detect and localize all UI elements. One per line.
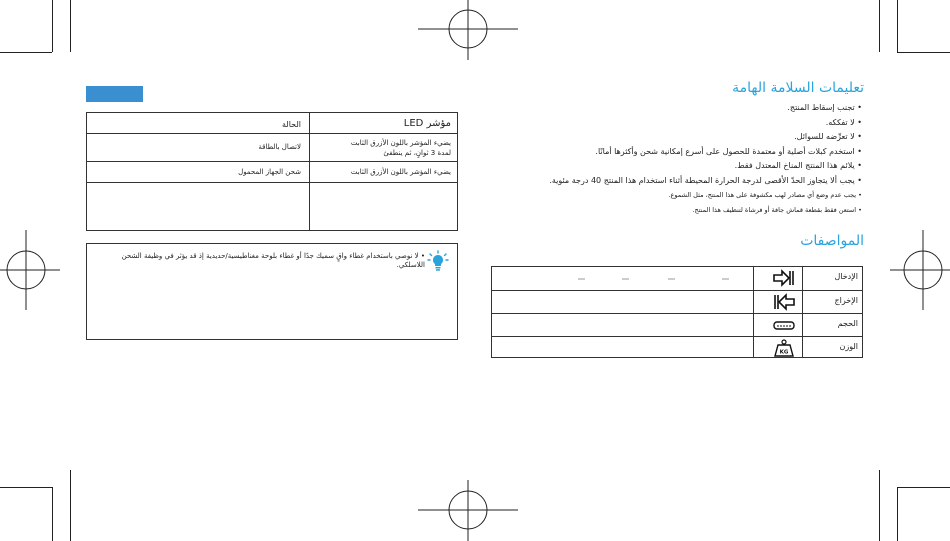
crop-mark — [897, 52, 950, 53]
crop-mark — [897, 0, 898, 52]
led-row-1-line1: يضيء المؤشر باللون الأزرق الثابت — [350, 139, 451, 147]
crop-mark — [0, 52, 52, 53]
list-item: • لا تعرِّضه للسوائل. — [794, 132, 862, 141]
spec-label-input: الإدخال — [834, 272, 858, 281]
crop-mark — [70, 0, 71, 52]
specs-title: المواصفات — [800, 233, 864, 249]
led-row-2: يضيء المؤشر باللون الأزرق الثابت — [350, 168, 451, 176]
notice-text — [95, 252, 425, 270]
placeholder-dash — [722, 278, 729, 280]
led-row-1-line2: لمدة 3 ثوانٍ، ثم ينطفئ — [383, 149, 451, 157]
list-item: • يلائم هذا المنتج المناخ المعتدل فقط. — [734, 161, 862, 170]
crop-mark — [70, 470, 71, 541]
notice-bullet: • — [420, 252, 425, 260]
safety-list — [482, 101, 862, 217]
table-row — [87, 133, 457, 162]
crop-mark — [897, 487, 950, 488]
list-item: • استعن فقط بقطعة قماش جافة أو فرشاة لتنظيف هذا المنتج. — [692, 205, 862, 214]
status-row-1: لاتصال بالطاقة — [258, 143, 301, 151]
table-row — [87, 161, 457, 183]
led-status-table — [86, 112, 458, 231]
size-icon — [772, 316, 796, 334]
status-header: الحالة — [282, 120, 301, 129]
registration-mark-left — [0, 230, 60, 310]
weight-icon — [772, 339, 796, 357]
crop-mark — [897, 487, 898, 541]
placeholder-dash — [578, 278, 585, 280]
list-item: • يجب عدم وضع أي مصادر لهب مكشوفة على هذا المنتج، مثل الشموع. — [668, 191, 862, 199]
spec-row-size — [492, 313, 862, 337]
status-row-2: شحن الجهاز المحمول — [238, 168, 301, 176]
placeholder-dash — [622, 278, 629, 280]
specs-table — [491, 266, 863, 358]
registration-mark-bottom — [418, 480, 518, 541]
spec-row-output — [492, 290, 862, 314]
output-icon — [772, 293, 796, 311]
spec-label-output: الإخراج — [834, 296, 858, 305]
list-item: • لا تفككه. — [825, 117, 862, 127]
crop-mark — [52, 0, 53, 52]
crop-mark — [879, 0, 880, 52]
list-item: • استخدم كبلات أصلية أو معتمدة للحصول على أسرع إمكانية شحن وأكثرها أمانًا. — [595, 146, 862, 156]
crop-mark — [879, 470, 880, 541]
spec-row-input — [492, 267, 862, 290]
table-row-empty — [87, 182, 457, 231]
registration-mark-top — [418, 0, 518, 60]
weight-icon-text: KG — [779, 349, 789, 356]
spec-row-weight — [492, 336, 862, 360]
spec-label-weight: الوزن — [839, 342, 858, 351]
placeholder-dash — [668, 278, 675, 280]
spec-label-size: الحجم — [837, 319, 858, 328]
safety-title: تعليمات السلامة الهامة — [732, 80, 864, 96]
crop-mark — [52, 487, 53, 541]
crop-mark — [0, 487, 52, 488]
led-header: مؤشر LED — [403, 118, 451, 129]
lightbulb-icon — [427, 250, 449, 272]
section-tab-marker — [86, 86, 143, 102]
list-item: • يجب ألا يتجاوز الحدّ الأقصى لدرجة الحرارة المحيطة أثناء استخدام هذا المنتج 40 درجة مئوية. — [549, 175, 862, 185]
registration-mark-right — [890, 230, 950, 310]
notice-box — [86, 243, 458, 340]
notice-body: لا نوصي باستخدام غطاء واقٍ سميك جدًا أو غطاء بلوحة مغناطيسية/حديدية إذ قد يؤثر في وظيفة الشحن اللاسلكي. — [121, 252, 425, 269]
list-item: • تجنب إسقاط المنتج. — [787, 103, 862, 112]
input-icon — [772, 269, 796, 287]
